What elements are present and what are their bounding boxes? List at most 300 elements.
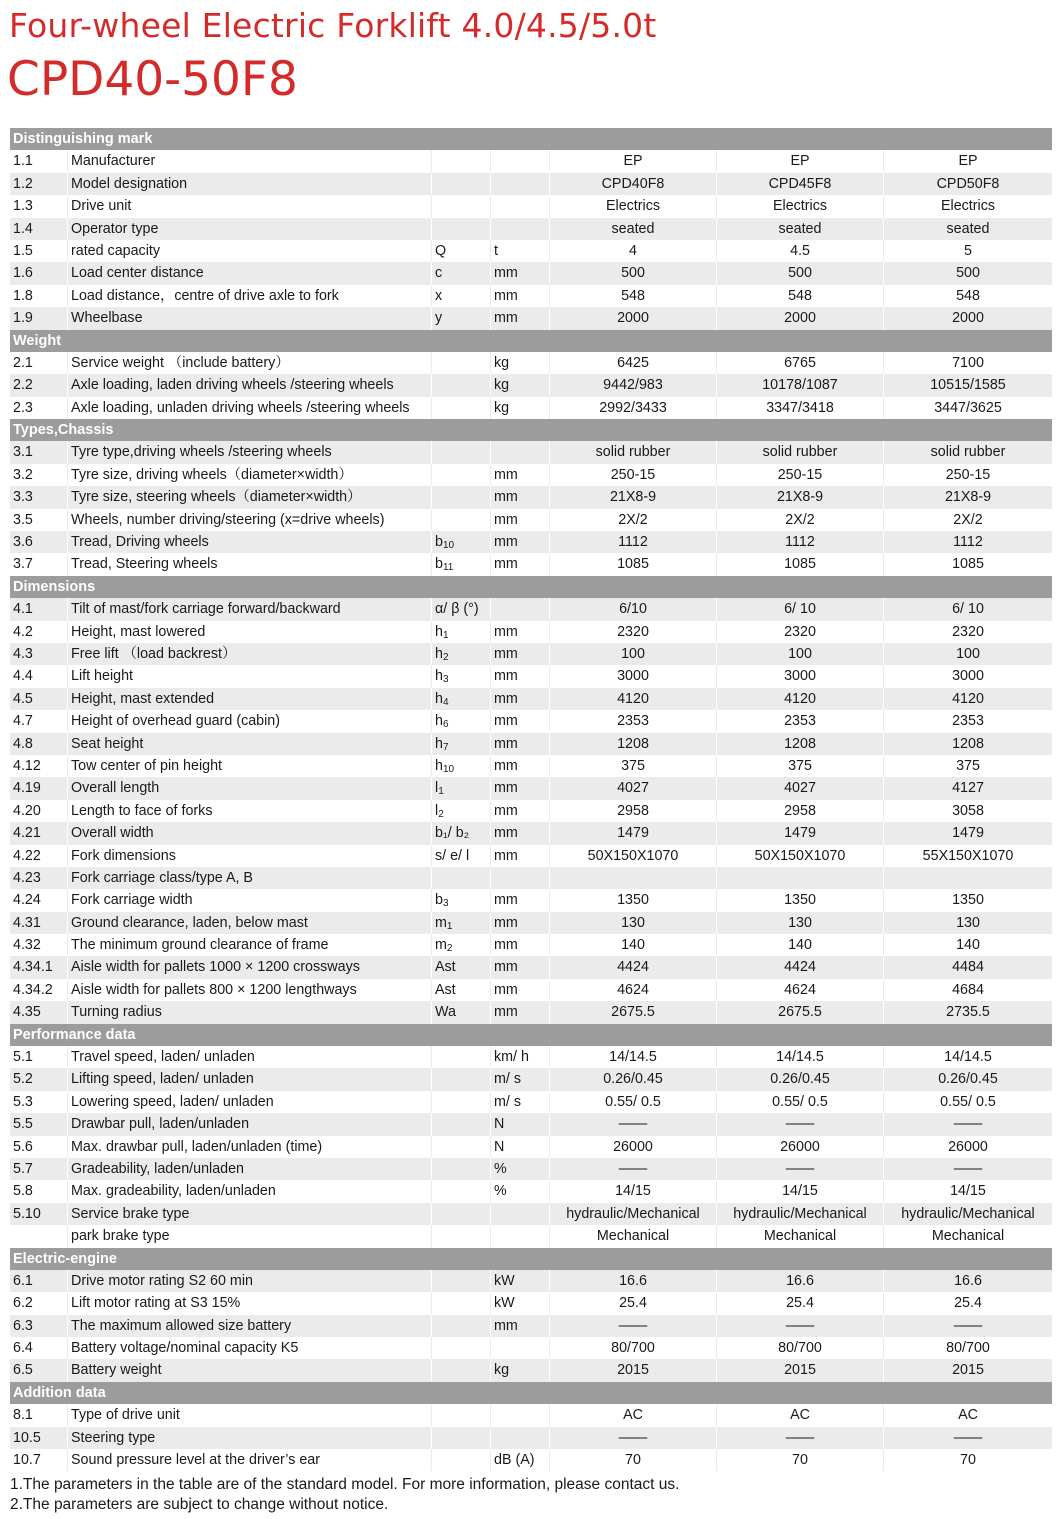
- section-header: Weight: [10, 330, 1052, 352]
- item-value: 50X150X1070: [717, 845, 884, 867]
- item-symbol: [432, 262, 491, 284]
- item-symbol: [432, 621, 491, 643]
- item-value: 16.6: [717, 1270, 884, 1292]
- item-value: 14/15: [717, 1180, 884, 1202]
- item-symbol: [432, 1270, 491, 1292]
- item-value: seated: [550, 218, 717, 240]
- table-row: [10, 1113, 1052, 1135]
- item-value: 1112: [953, 534, 983, 551]
- item-value: 2X/2: [717, 509, 884, 531]
- item-value: 1208: [550, 733, 717, 755]
- item-description: Type of drive unit: [68, 1404, 432, 1426]
- symbol-subscript: 1: [438, 786, 444, 798]
- table-row: [10, 1046, 1052, 1068]
- item-number: 4.23: [10, 867, 68, 889]
- item-symbol: [432, 1091, 491, 1113]
- item-number: 4.20: [10, 800, 68, 822]
- item-unit: [491, 1404, 550, 1426]
- symbol-subscript: 2: [442, 651, 449, 663]
- item-symbol: [432, 889, 491, 911]
- item-value: 2958: [550, 800, 717, 822]
- table-row: [10, 307, 1052, 329]
- table-row: [10, 374, 1052, 396]
- item-symbol: [432, 1068, 491, 1090]
- item-value: hydraulic/Mechanical: [550, 1203, 717, 1225]
- item-value: 6/10: [550, 598, 717, 620]
- item-unit: km/ h: [491, 1046, 550, 1068]
- item-description: Load distance，centre of drive axle to fork: [68, 285, 432, 307]
- item-unit: kW: [491, 1292, 550, 1314]
- item-number: [10, 1225, 68, 1247]
- item-value: 80/700: [946, 1340, 990, 1357]
- item-symbol: [432, 800, 491, 822]
- symbol-text: b: [435, 556, 443, 573]
- item-unit: kW: [491, 1270, 550, 1292]
- item-description: Height, mast lowered: [68, 621, 432, 643]
- item-description: Manufacturer: [68, 150, 432, 172]
- symbol-text: b: [435, 534, 443, 551]
- item-description: Service brake type: [68, 1203, 432, 1225]
- item-unit: mm: [491, 845, 550, 867]
- item-number: 4.12: [10, 755, 68, 777]
- item-value: 500: [956, 265, 980, 282]
- item-description: Tread, Steering wheels: [68, 553, 432, 575]
- item-description: Height of overhead guard (cabin): [68, 710, 432, 732]
- item-value: 548: [717, 285, 884, 307]
- item-value: ——: [550, 1427, 717, 1449]
- symbol-subscript: 10: [442, 540, 455, 552]
- item-description: rated capacity: [68, 240, 432, 262]
- item-description: Gradeability, laden/unladen: [68, 1158, 432, 1180]
- item-symbol: [432, 1046, 491, 1068]
- item-number: 4.22: [10, 845, 68, 867]
- item-description: Battery voltage/nominal capacity K5: [68, 1337, 432, 1359]
- item-symbol: [432, 956, 491, 978]
- item-value: 4120: [550, 688, 717, 710]
- symbol-text: Ast: [435, 959, 456, 976]
- item-number: 4.8: [10, 733, 68, 755]
- item-value: 2X/2: [550, 509, 717, 531]
- item-unit: m/ s: [491, 1091, 550, 1113]
- item-symbol: [432, 1113, 491, 1135]
- item-description: Battery weight: [68, 1359, 432, 1381]
- item-description: Fork dimensions: [68, 845, 432, 867]
- symbol-text: c: [435, 265, 443, 282]
- item-value: EP: [550, 150, 717, 172]
- item-description: Height, mast extended: [68, 688, 432, 710]
- item-value: 4424: [717, 956, 884, 978]
- item-value: 5: [964, 242, 972, 259]
- table-row: [10, 150, 1052, 172]
- item-description: Fork carriage class/type A, B: [68, 867, 432, 889]
- item-value: EP: [958, 153, 978, 170]
- table-row: [10, 553, 1052, 575]
- item-value: 70: [550, 1449, 717, 1471]
- item-value: 548: [550, 285, 717, 307]
- item-description: Fork carriage width: [68, 889, 432, 911]
- item-value: 1350: [550, 889, 717, 911]
- item-unit: [491, 1225, 550, 1247]
- symbol-subscript: 3: [442, 898, 449, 910]
- item-value: 14/14.5: [550, 1046, 717, 1068]
- item-unit: mm: [491, 956, 550, 978]
- item-value: solid rubber: [550, 441, 717, 463]
- item-value: 4424: [550, 956, 717, 978]
- table-row: [10, 285, 1052, 307]
- item-number: 4.24: [10, 889, 68, 911]
- symbol-subscript: 10: [442, 763, 455, 775]
- symbol-text: h: [435, 668, 443, 685]
- item-value: 2320: [550, 621, 717, 643]
- item-value: 2353: [550, 710, 717, 732]
- item-description: Lifting speed, laden/ unladen: [68, 1068, 432, 1090]
- symbol-text: h: [435, 623, 443, 640]
- item-description: Turning radius: [68, 1001, 432, 1023]
- item-unit: mm: [491, 934, 550, 956]
- item-value: 130: [717, 912, 884, 934]
- item-value: 14/15: [550, 1180, 717, 1202]
- table-row: [10, 1225, 1052, 1247]
- item-description: park brake type: [68, 1225, 432, 1247]
- item-value: 0.26/0.45: [717, 1068, 884, 1090]
- item-number: 1.5: [10, 240, 68, 262]
- section-header: Addition data: [10, 1382, 1052, 1404]
- item-number: 3.2: [10, 464, 68, 486]
- item-value: 80/700: [717, 1337, 884, 1359]
- table-row: [10, 912, 1052, 934]
- item-description: Tyre type,driving wheels /steering wheels: [68, 441, 432, 463]
- item-value: 2320: [952, 623, 984, 640]
- item-value: 1085: [550, 553, 717, 575]
- item-unit: [491, 195, 550, 217]
- item-unit: mm: [491, 1315, 550, 1337]
- item-value: 375: [717, 755, 884, 777]
- item-value: 1208: [717, 733, 884, 755]
- symbol-subscript: 1: [446, 920, 453, 932]
- item-value: 1085: [717, 553, 884, 575]
- item-number: 4.4: [10, 665, 68, 687]
- item-value: 140: [956, 937, 980, 954]
- item-symbol: [432, 352, 491, 374]
- item-value: 9442/983: [550, 374, 717, 396]
- symbol-subscript: 2: [446, 943, 453, 955]
- item-unit: [491, 218, 550, 240]
- item-number: 5.10: [10, 1203, 68, 1225]
- item-unit: kg: [491, 374, 550, 396]
- table-row: [10, 934, 1052, 956]
- item-number: 4.1: [10, 598, 68, 620]
- item-value: ——: [953, 1160, 983, 1177]
- item-value: [550, 867, 717, 889]
- table-row: [10, 822, 1052, 844]
- item-unit: kg: [491, 1359, 550, 1381]
- table-row: [10, 1001, 1052, 1023]
- item-symbol: [432, 598, 491, 620]
- item-symbol: [432, 1337, 491, 1359]
- item-unit: mm: [491, 800, 550, 822]
- item-symbol: [432, 643, 491, 665]
- item-number: 5.7: [10, 1158, 68, 1180]
- item-symbol: [432, 1292, 491, 1314]
- item-value: 2992/3433: [550, 397, 717, 419]
- item-symbol: [432, 464, 491, 486]
- table-row: [10, 621, 1052, 643]
- symbol-text: α/ β (°): [435, 601, 479, 618]
- item-symbol: [432, 441, 491, 463]
- item-value: 4120: [717, 688, 884, 710]
- item-value: Mechanical: [931, 1228, 1005, 1245]
- item-value: ——: [717, 1315, 884, 1337]
- item-symbol: [432, 1315, 491, 1337]
- item-value: ——: [717, 1427, 884, 1449]
- item-unit: [491, 1427, 550, 1449]
- item-value: 140: [550, 934, 717, 956]
- item-value: 21X8-9: [550, 486, 717, 508]
- symbol-subscript: 3: [442, 674, 449, 686]
- item-value: [717, 867, 884, 889]
- item-number: 10.7: [10, 1449, 68, 1471]
- item-unit: mm: [491, 464, 550, 486]
- footnotes: [10, 1475, 679, 1514]
- symbol-text: Wa: [435, 1004, 456, 1021]
- item-value: 6425: [550, 352, 717, 374]
- item-unit: mm: [491, 621, 550, 643]
- table-row: [10, 979, 1052, 1001]
- item-value: 50X150X1070: [550, 845, 717, 867]
- table-row: [10, 1449, 1052, 1471]
- item-value: 548: [956, 287, 980, 304]
- item-unit: mm: [491, 912, 550, 934]
- item-symbol: [432, 1158, 491, 1180]
- item-value: 1479: [717, 822, 884, 844]
- item-value: 2353: [952, 713, 984, 730]
- item-value: CPD45F8: [717, 173, 884, 195]
- item-symbol: [432, 1359, 491, 1381]
- item-number: 4.34.1: [10, 956, 68, 978]
- item-value: 100: [956, 645, 980, 662]
- symbol-subscript: 6: [442, 719, 449, 731]
- symbol-text: s/ e/ l: [435, 847, 470, 864]
- table-row: [10, 1270, 1052, 1292]
- item-description: Tyre size, steering wheels（diameter×width）: [68, 486, 432, 508]
- symbol-text: x: [435, 287, 443, 304]
- item-unit: mm: [491, 688, 550, 710]
- item-unit: N: [491, 1136, 550, 1158]
- table-row: [10, 262, 1052, 284]
- item-value: 100: [550, 643, 717, 665]
- item-unit: mm: [491, 777, 550, 799]
- item-value: AC: [717, 1404, 884, 1426]
- item-number: 2.3: [10, 397, 68, 419]
- item-value: 3000: [550, 665, 717, 687]
- item-description: Axle loading, unladen driving wheels /steering wheels: [68, 397, 432, 419]
- item-value: 80/700: [550, 1337, 717, 1359]
- table-row: [10, 643, 1052, 665]
- table-row: [10, 1315, 1052, 1337]
- table-row: [10, 1180, 1052, 1202]
- symbol-subscript: 7: [442, 741, 449, 753]
- item-description: Overall width: [68, 822, 432, 844]
- item-value: 55X150X1070: [922, 847, 1014, 864]
- item-value: 2X/2: [953, 511, 983, 528]
- item-unit: kg: [491, 397, 550, 419]
- item-unit: [491, 867, 550, 889]
- section-header: Performance data: [10, 1024, 1052, 1046]
- item-description: Drive motor rating S2 60 min: [68, 1270, 432, 1292]
- item-unit: t: [491, 240, 550, 262]
- item-value: 0.55/ 0.5: [550, 1091, 717, 1113]
- item-value: 140: [717, 934, 884, 956]
- table-row: [10, 755, 1052, 777]
- item-value: 4027: [550, 777, 717, 799]
- item-unit: %: [491, 1180, 550, 1202]
- item-number: 6.1: [10, 1270, 68, 1292]
- item-value: ——: [953, 1317, 983, 1334]
- item-number: 5.8: [10, 1180, 68, 1202]
- item-number: 4.19: [10, 777, 68, 799]
- item-number: 4.5: [10, 688, 68, 710]
- item-value: 14/14.5: [944, 1049, 992, 1066]
- symbol-text: b: [435, 892, 443, 909]
- item-unit: %: [491, 1158, 550, 1180]
- symbol-subscript: 11: [442, 562, 454, 574]
- item-description: Aisle width for pallets 1000 × 1200 crossways: [68, 956, 432, 978]
- item-description: Wheelbase: [68, 307, 432, 329]
- item-symbol: [432, 374, 491, 396]
- table-row: [10, 352, 1052, 374]
- item-symbol: [432, 1225, 491, 1247]
- item-description: Drive unit: [68, 195, 432, 217]
- item-unit: mm: [491, 979, 550, 1001]
- item-value: 1479: [550, 822, 717, 844]
- item-value: 25.4: [550, 1292, 717, 1314]
- item-symbol: [432, 531, 491, 553]
- table-row: [10, 1404, 1052, 1426]
- item-value: 2015: [717, 1359, 884, 1381]
- item-value: [884, 867, 1052, 889]
- item-number: 4.21: [10, 822, 68, 844]
- table-row: [10, 218, 1052, 240]
- item-symbol: [432, 1449, 491, 1471]
- table-row: [10, 240, 1052, 262]
- item-unit: mm: [491, 733, 550, 755]
- item-value: Mechanical: [550, 1225, 717, 1247]
- symbol-text: h: [435, 713, 443, 730]
- item-value: 10515/1585: [930, 377, 1006, 394]
- item-value: 2000: [952, 310, 984, 327]
- item-value: 0.55/ 0.5: [717, 1091, 884, 1113]
- table-row: [10, 464, 1052, 486]
- symbol-text: l: [435, 780, 439, 797]
- section-header: Distinguishing mark: [10, 128, 1052, 150]
- item-value: 16.6: [954, 1272, 982, 1289]
- item-number: 1.6: [10, 262, 68, 284]
- item-value: 500: [717, 262, 884, 284]
- item-description: Max. drawbar pull, laden/unladen (time): [68, 1136, 432, 1158]
- item-value: 26000: [717, 1136, 884, 1158]
- item-symbol: [432, 397, 491, 419]
- item-value: Electrics: [940, 198, 996, 215]
- item-symbol: [432, 822, 491, 844]
- symbol-text: m: [435, 914, 447, 931]
- item-description: The minimum ground clearance of frame: [68, 934, 432, 956]
- item-value: ——: [953, 1429, 983, 1446]
- item-unit: mm: [491, 531, 550, 553]
- item-number: 3.5: [10, 509, 68, 531]
- item-value: CPD50F8: [936, 175, 1000, 192]
- item-value: 375: [550, 755, 717, 777]
- item-symbol: [432, 845, 491, 867]
- item-value: 1208: [952, 735, 984, 752]
- item-value: 1085: [952, 556, 984, 573]
- spec-table: [10, 128, 1052, 1471]
- item-value: 4624: [550, 979, 717, 1001]
- item-symbol: [432, 688, 491, 710]
- item-value: 3347/3418: [717, 397, 884, 419]
- item-number: 4.32: [10, 934, 68, 956]
- item-number: 5.5: [10, 1113, 68, 1135]
- table-row: [10, 1091, 1052, 1113]
- item-description: Operator type: [68, 218, 432, 240]
- item-description: The maximum allowed size battery: [68, 1315, 432, 1337]
- item-unit: m/ s: [491, 1068, 550, 1090]
- item-number: 1.3: [10, 195, 68, 217]
- item-value: 4684: [952, 981, 984, 998]
- item-number: 3.7: [10, 553, 68, 575]
- item-number: 4.34.2: [10, 979, 68, 1001]
- item-value: 0.55/ 0.5: [940, 1093, 996, 1110]
- table-row: [10, 710, 1052, 732]
- item-value: 21X8-9: [944, 489, 992, 506]
- item-number: 3.3: [10, 486, 68, 508]
- table-row: [10, 1203, 1052, 1225]
- table-row: [10, 733, 1052, 755]
- item-value: 26000: [550, 1136, 717, 1158]
- item-value: 3000: [952, 668, 984, 685]
- item-description: Model designation: [68, 173, 432, 195]
- item-value: hydraulic/Mechanical: [717, 1203, 884, 1225]
- table-row: [10, 1337, 1052, 1359]
- symbol-text: b₁/ b₂: [435, 825, 470, 842]
- symbol-text: Ast: [435, 981, 456, 998]
- item-value: 14/15: [950, 1183, 986, 1200]
- item-value: 10178/1087: [717, 374, 884, 396]
- table-row: [10, 1136, 1052, 1158]
- item-symbol: [432, 1180, 491, 1202]
- item-value: ——: [550, 1158, 717, 1180]
- item-unit: [491, 1203, 550, 1225]
- item-number: 8.1: [10, 1404, 68, 1426]
- item-description: Load center distance: [68, 262, 432, 284]
- item-description: Sound pressure level at the driver’s ear: [68, 1449, 432, 1471]
- item-description: Max. gradeability, laden/unladen: [68, 1180, 432, 1202]
- item-number: 1.2: [10, 173, 68, 195]
- table-row: [10, 1158, 1052, 1180]
- section-header: Types,Chassis: [10, 419, 1052, 441]
- item-symbol: [432, 1203, 491, 1225]
- symbol-text: y: [435, 310, 443, 327]
- item-value: CPD40F8: [550, 173, 717, 195]
- item-value: 2000: [717, 307, 884, 329]
- item-value: 3058: [952, 802, 984, 819]
- item-number: 2.1: [10, 352, 68, 374]
- item-unit: mm: [491, 553, 550, 575]
- item-unit: mm: [491, 509, 550, 531]
- symbol-subscript: 4: [442, 696, 449, 708]
- table-row: [10, 397, 1052, 419]
- item-value: 4120: [952, 690, 984, 707]
- item-description: Lift motor rating at S3 15%: [68, 1292, 432, 1314]
